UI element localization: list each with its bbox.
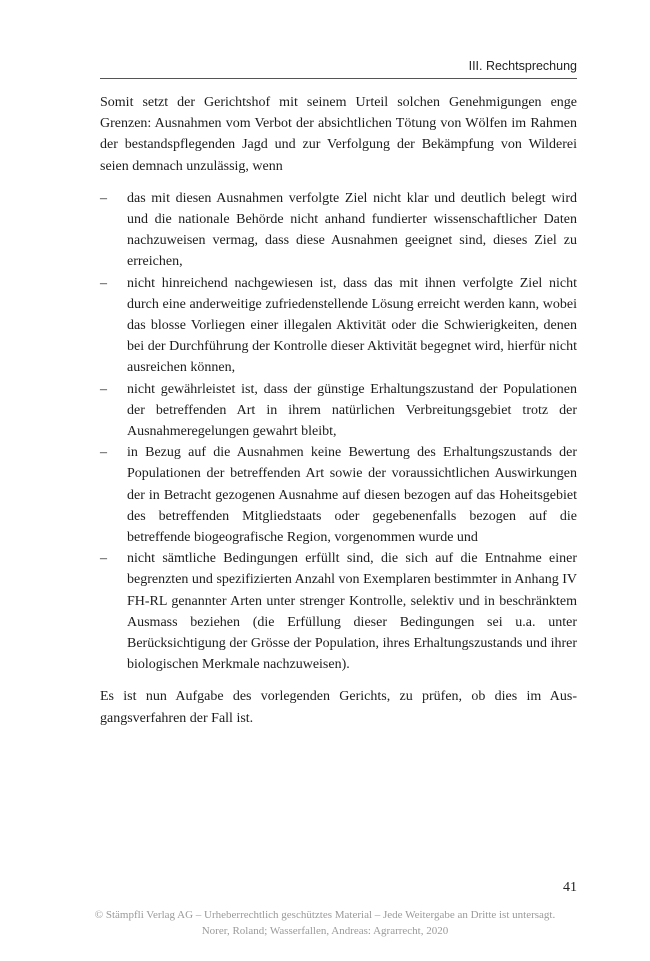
copyright-footer: [0, 907, 650, 939]
header-divider: [100, 78, 577, 79]
list-item: [100, 188, 577, 273]
dash-marker: –: [100, 445, 107, 461]
dash-marker: –: [100, 190, 107, 206]
dash-marker: –: [100, 381, 107, 397]
list-item: [100, 442, 577, 548]
list-item-text: nicht gewährleistet ist, dass der günstige Erhaltungszustand der Populationen der betreffenden Art in ihrem natürlichen Verbreitungsgebiet trotz der Ausnahmeregelungen gewahrt bleibt,: [127, 381, 577, 440]
page-body: [100, 92, 577, 740]
list-item-text: nicht sämtliche Bedingungen erfüllt sind, die sich auf die Entnahme einer begrenzten und spezifizierten Anzahl von Exemplaren bestimmter in Anhang IV FH-RL genannter Arten unter strenger Kontrolle, selektiv und in beschränktem Ausmass beziehen (die Erfüllung dieser Bedingungen sei u.a. unter Berücksichtigung der Grösse der Population, ihres Erhaltungszustands und ihrer biologischen Merkmale nachzuweisen).: [127, 551, 577, 673]
running-header: III. Rechtsprechung: [468, 59, 577, 73]
conclusion-paragraph: Es ist nun Aufgabe des vorlegenden Gerichts, zu prüfen, ob dies im Ausgangsverfahren der Fall ist.: [100, 689, 577, 726]
list-item-text: nicht hinreichend nachgewiesen ist, dass das mit ihnen verfolgte Ziel nicht durch eine anderweitige zufriedenstellende Lösung erreicht werden kann, wobei das blosse Vorliegen einer illegalen Aktivität oder die Schwierigkeiten, denen bei der Durchführung der Kontrolle dieser Aktivität begegnet wird, hierfür nicht ausreichen können,: [127, 275, 577, 376]
list-item: [100, 379, 577, 443]
copyright-notice: © Stämpfli Verlag AG – Urheberrechtlich geschütztes Material – Jede Weitergabe an Dritte ist untersagt.: [94, 909, 556, 921]
book-citation: Norer, Roland; Wasserfallen, Andreas: Agrarrecht, 2020: [201, 925, 449, 937]
list-item: [100, 273, 577, 379]
list-item-text: in Bezug auf die Ausnahmen keine Bewertung des Erhaltungszustands der Populationen der betreffenden Art sowie der voraussichtlichen Auswirkungen der in Betracht gezogenen Ausnahme auf diesen bezogen auf das Hoheitsgebiet des betreffenden Mitgliedstaats oder gegebenenfalls bezogen auf die betreffende biogeografische Region, vorgenommen wurde und: [127, 445, 577, 546]
page-number: 41: [563, 880, 577, 895]
list-item-text: das mit diesen Ausnahmen verfolgte Ziel nicht klar und deutlich belegt wird und die nationale Behörde nicht anhand fundierter wissenschaftlicher Daten nachzuweisen vermag, dass diese Ausnahmen geeignet sind, dieses Ziel zu erreichen,: [127, 190, 577, 270]
dash-marker: –: [100, 551, 107, 567]
dash-marker: –: [100, 275, 107, 291]
intro-paragraph: Somit setzt der Gerichtshof mit seinem Urteil solchen Genehmigungen enge Grenzen: Ausnahmen vom Verbot der absichtlichen Tötung von Wölfen im Rahmen der bestandspflegenden Jagd und zur Verfolgung der Bekämpfung von Wilderei seien demnach unzulässig, wenn: [100, 95, 577, 174]
list-item: [100, 548, 577, 675]
conditions-list: [100, 188, 577, 676]
